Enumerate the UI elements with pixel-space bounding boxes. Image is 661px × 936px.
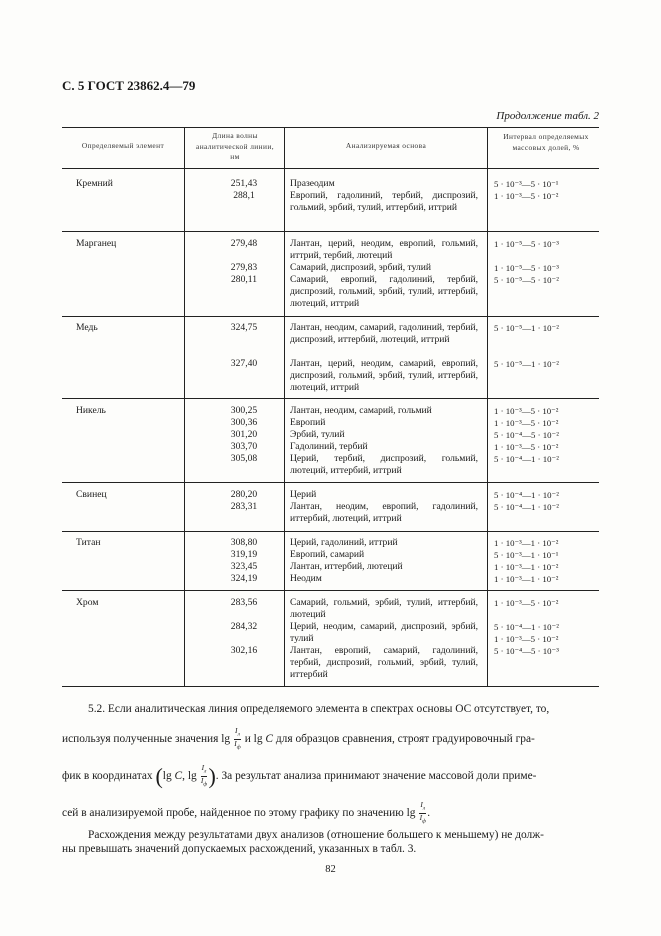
- range: 1 · 10⁻⁵—5 · 10⁻³: [494, 239, 559, 249]
- text-span: . За результат анализа принимают значение массовой доли приме-: [215, 770, 537, 783]
- wavelength: 288,1: [233, 190, 255, 201]
- range: 1 · 10⁻³—5 · 10⁻²: [494, 442, 559, 452]
- wavelength: 319,19: [230, 549, 258, 560]
- base: Церий, тербий, диспрозий, гольмий, лютеций, иттербий, иттрий: [290, 453, 478, 476]
- paragraph-5-2-line-2: [62, 727, 535, 752]
- wavelength: 280,11: [230, 274, 258, 285]
- paragraph-5-2-line-3: [62, 764, 536, 789]
- base: Самарий, европий, гадолиний, тербий, диспрозий, гольмий, эрбий, тулий, иттербий, лютеций, иттрий: [290, 274, 478, 309]
- range: 1 · 10⁻⁵—5 · 10⁻³: [494, 263, 559, 273]
- group-rule: [62, 590, 599, 591]
- wavelength: 279,83: [230, 262, 258, 273]
- close-paren: ): [208, 763, 216, 789]
- ratio-fraction: [419, 801, 426, 826]
- formula-c: C: [265, 733, 274, 746]
- denominator-i: I: [419, 812, 423, 822]
- base: Европий, гадолиний, тербий, диспрозий, гольмий, эрбий, тулий, иттербий, иттрий: [290, 190, 478, 213]
- wavelength: 283,31: [230, 501, 258, 512]
- range: 5 · 10⁻⁴—5 · 10⁻³: [494, 646, 559, 656]
- base: Лантан, неодим, европий, гадолиний, иттербий, лютеций, иттрий: [290, 501, 478, 524]
- numerator-sub: л: [422, 805, 426, 812]
- wavelength: 300,36: [230, 417, 258, 428]
- wavelength: 300,25: [230, 405, 258, 416]
- range: 5 · 10⁻⁴—1 · 10⁻²: [494, 454, 559, 464]
- formula-lg-ratio: [221, 726, 244, 751]
- range: 5 · 10⁻³—1 · 10⁻¹: [494, 550, 559, 560]
- wavelength: 308,80: [230, 537, 258, 548]
- base: Празеодим: [290, 178, 335, 189]
- wavelength: 324,19: [230, 573, 258, 584]
- wavelength: 283,56: [230, 597, 258, 608]
- page-number: 82: [325, 864, 336, 875]
- base: Гадолиний, тербий: [290, 441, 368, 452]
- wavelength: 327,40: [230, 358, 258, 369]
- col-divider-3: [487, 127, 488, 686]
- element-name: Никель: [76, 405, 106, 416]
- group-rule: [62, 398, 599, 399]
- denominator: [201, 777, 207, 789]
- text-span: и lg: [244, 733, 263, 746]
- paragraph-discrepancy-line-2: ны превышать значений допускаемых расхождений, указанных в табл. 3.: [62, 843, 417, 855]
- formula-c: C: [174, 770, 183, 783]
- col-divider-2: [284, 127, 285, 686]
- wavelength: 279,48: [230, 238, 258, 249]
- wavelength: 301,20: [230, 429, 258, 440]
- wavelength: 280,20: [230, 489, 258, 500]
- paragraph-5-2-line-4: [62, 801, 430, 826]
- range: 5 · 10⁻⁵—5 · 10⁻²: [494, 275, 559, 285]
- base: Церий, гадолиний, иттрий: [290, 537, 398, 548]
- ratio-fraction: [201, 764, 208, 789]
- col-header-wavelength: Длина волны аналитической линии, нм: [196, 131, 274, 161]
- base: Лантан, церий, неодим, европий, гольмий, иттрий, тербий, лютеций: [290, 238, 478, 261]
- base: Лантан, европий, самарий, гадолиний, тербий, диспрозий, гольмий, эрбий, тулий, иттербий: [290, 645, 478, 680]
- text-span: используя полученные значения: [62, 733, 219, 746]
- base: Церий: [290, 489, 317, 500]
- numerator-sub: л: [237, 731, 240, 738]
- wavelength: 303,70: [230, 441, 258, 452]
- ratio-fraction: [234, 727, 241, 752]
- text-span: сей в анализируемой пробе, найденное по этому графику по значению: [62, 807, 404, 820]
- col-header-base: Анализируемая основа: [345, 141, 427, 150]
- denominator: [420, 814, 426, 826]
- element-name: Титан: [76, 537, 101, 548]
- lg: lg: [406, 807, 416, 820]
- range: 1 · 10⁻³—1 · 10⁻²: [494, 562, 559, 572]
- paragraph-5-2-line-1: 5.2. Если аналитическая линия определяемого элемента в спектрах основы ОС отсутствует, то,: [88, 703, 550, 715]
- base: Лантан, иттербий, лютеций: [290, 561, 403, 572]
- denominator-sub: ф: [422, 818, 426, 825]
- group-rule: [62, 531, 599, 532]
- base: Лантан, церий, неодим, самарий, европий, диспрозий, гольмий, эрбий, тулий, иттербий, лютеций, иттрий: [290, 358, 478, 393]
- base: Неодим: [290, 573, 322, 584]
- range: 5 · 10⁻⁴—1 · 10⁻²: [494, 502, 559, 512]
- group-rule: [62, 482, 599, 483]
- table-header-rule: [62, 168, 599, 169]
- range: 1 · 10⁻³—5 · 10⁻²: [494, 418, 559, 428]
- group-rule: [62, 231, 599, 232]
- element-name: Марганец: [76, 238, 117, 249]
- wavelength: 323,45: [230, 561, 258, 572]
- base: Европий: [290, 417, 326, 428]
- text-span: .: [427, 807, 431, 820]
- wavelength: 251,43: [230, 178, 258, 189]
- range: 1 · 10⁻³—1 · 10⁻²: [494, 538, 559, 548]
- element-name: Медь: [76, 322, 98, 333]
- element-name: Свинец: [76, 489, 107, 500]
- range: 1 · 10⁻³—5 · 10⁻²: [494, 406, 559, 416]
- wavelength: 302,16: [230, 645, 258, 656]
- lg: lg: [221, 733, 231, 746]
- range: 5 · 10⁻⁴—5 · 10⁻²: [494, 430, 559, 440]
- range: 1 · 10⁻³—5 · 10⁻²: [494, 598, 559, 608]
- element-name: Кремний: [76, 178, 113, 189]
- text-span: для образцов сравнения, строят градуировочный гра-: [275, 733, 535, 746]
- comma: ,: [182, 770, 185, 783]
- open-paren: (: [155, 763, 163, 789]
- numerator-sub: л: [204, 768, 207, 775]
- base: Эрбий, тулий: [290, 429, 345, 440]
- table-top-rule: [62, 127, 599, 128]
- col-divider-1: [184, 127, 185, 686]
- base: Лантан, неодим, самарий, гадолиний, тербий, диспрозий, иттербий, лютеций, иттрий: [290, 322, 478, 345]
- col-header-range: Интервал определяемых массовых долей, %: [503, 132, 589, 152]
- lg: lg: [162, 770, 172, 783]
- range: 5 · 10⁻⁴—1 · 10⁻²: [494, 490, 559, 500]
- wavelength: 305,08: [230, 453, 258, 464]
- range: 5 · 10⁻⁵—1 · 10⁻²: [494, 323, 559, 333]
- table-continuation-label: Продолжение табл. 2: [496, 110, 599, 122]
- lg: lg: [187, 770, 197, 783]
- wavelength: 284,32: [230, 621, 258, 632]
- denominator-i: I: [234, 738, 237, 748]
- range: 1 · 10⁻³—5 · 10⁻²: [494, 191, 559, 201]
- page-header: С. 5 ГОСТ 23862.4—79: [62, 78, 196, 93]
- text-span: фик в координатах: [62, 770, 153, 783]
- wavelength: 324,75: [230, 322, 258, 333]
- base: Лантан, неодим, самарий, гольмий: [290, 405, 432, 416]
- range: 5 · 10⁻³—5 · 10⁻¹: [494, 179, 559, 189]
- base: Церий, неодим, самарий, диспрозий, эрбий, тулий: [290, 621, 478, 644]
- denominator-sub: ф: [203, 781, 208, 788]
- range: 1 · 10⁻³—1 · 10⁻²: [494, 574, 559, 584]
- element-name: Хром: [76, 597, 99, 608]
- denominator: [234, 740, 240, 752]
- range: 5 · 10⁻⁵—1 · 10⁻²: [494, 359, 559, 369]
- paragraph-discrepancy-line-1: Расхождения между результатами двух анализов (отношение большего к меньшему) не долж-: [88, 829, 544, 841]
- base: Европий, самарий: [290, 549, 365, 560]
- numerator-i: I: [420, 800, 423, 809]
- table-bottom-rule: [62, 686, 599, 687]
- base: Самарий, диспрозий, эрбий, тулий: [290, 262, 431, 273]
- range: 5 · 10⁻⁴—1 · 10⁻²: [494, 622, 559, 632]
- range: 1 · 10⁻³—5 · 10⁻²: [494, 634, 559, 644]
- numerator-i: I: [201, 763, 205, 772]
- group-rule: [62, 316, 599, 317]
- numerator-i: I: [235, 726, 238, 735]
- denominator-i: I: [200, 775, 204, 785]
- base: Самарий, гольмий, эрбий, тулий, иттербий, лютеций: [290, 597, 478, 620]
- col-header-element: Определяемый элемент: [81, 141, 165, 150]
- denominator-sub: ф: [236, 744, 241, 751]
